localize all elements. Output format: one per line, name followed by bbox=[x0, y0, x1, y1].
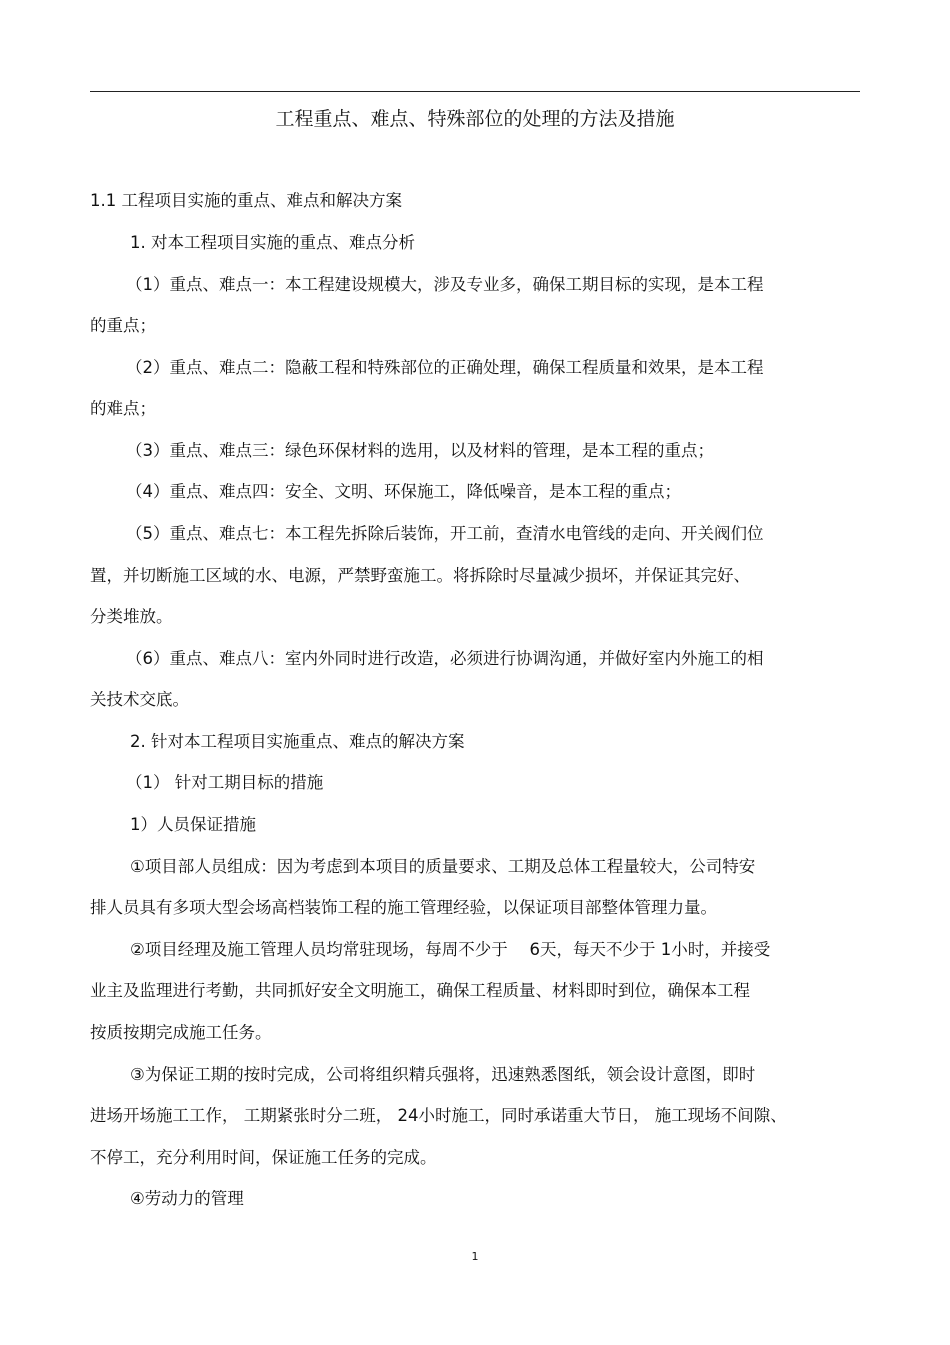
text-line: ①项目部人员组成：因为考虑到本项目的质量要求、工期及总体工程量较大，公司特安 bbox=[130, 857, 756, 876]
text-line: （4）重点、难点四：安全、文明、环保施工，降低噪音，是本工程的重点； bbox=[126, 482, 681, 501]
document-title: 工程重点、难点、特殊部位的处理的方法及措施 bbox=[275, 108, 675, 130]
text-line: 1.1 工程项目实施的重点、难点和解决方案 bbox=[90, 191, 402, 210]
text-line: （3）重点、难点三：绿色环保材料的选用，以及材料的管理，是本工程的重点； bbox=[126, 441, 714, 460]
text-line: （1） 针对工期目标的措施 bbox=[126, 773, 324, 792]
text-line: 分类堆放。 bbox=[90, 607, 173, 626]
text-line: 2. 针对本工程项目实施重点、难点的解决方案 bbox=[130, 732, 465, 751]
text-line: 的重点； bbox=[90, 316, 156, 335]
text-line: 按质按期完成施工任务。 bbox=[90, 1023, 272, 1042]
text-line: （5）重点、难点七：本工程先拆除后装饰，开工前，查清水电管线的走向、开关阀们位 bbox=[126, 524, 764, 543]
text-line: ④劳动力的管理 bbox=[130, 1189, 244, 1208]
text-line: （2）重点、难点二：隐蔽工程和特殊部位的正确处理，确保工程质量和效果，是本工程 bbox=[126, 358, 764, 377]
text-line: 进场开场施工工作， 工期紧张时分二班， 24小时施工，同时承诺重大节日， 施工现场不间隙、 bbox=[90, 1106, 787, 1125]
text-line: （6）重点、难点八：室内外同时进行改造，必须进行协调沟通，并做好室内外施工的相 bbox=[126, 649, 764, 668]
text-line: 不停工，充分利用时间，保证施工任务的完成。 bbox=[90, 1148, 437, 1167]
text-line: 关技术交底。 bbox=[90, 690, 189, 709]
text-line: （1）重点、难点一：本工程建设规模大，涉及专业多，确保工期目标的实现，是本工程 bbox=[126, 275, 764, 294]
text-line: 业主及监理进行考勤，共同抓好安全文明施工，确保工程质量、材料即时到位，确保本工程 bbox=[90, 981, 750, 1000]
header-rule bbox=[90, 91, 860, 92]
text-line: 置，并切断施工区域的水、电源，严禁野蛮施工。将拆除时尽量减少损坏，并保证其完好、 bbox=[90, 566, 750, 585]
text-line: ②项目经理及施工管理人员均常驻现场，每周不少于 6天，每天不少于 1小时，并接受 bbox=[130, 940, 771, 959]
text-line: 1）人员保证措施 bbox=[130, 815, 256, 834]
text-line: 1. 对本工程项目实施的重点、难点分析 bbox=[130, 233, 415, 252]
text-line: ③为保证工期的按时完成，公司将组织精兵强将，迅速熟悉图纸，领会设计意图，即时 bbox=[130, 1065, 756, 1084]
text-line: 排人员具有多项大型会场高档装饰工程的施工管理经验，以保证项目部整体管理力量。 bbox=[90, 898, 717, 917]
text-line: 的难点； bbox=[90, 399, 156, 418]
page-number: 1 bbox=[471, 1250, 479, 1263]
